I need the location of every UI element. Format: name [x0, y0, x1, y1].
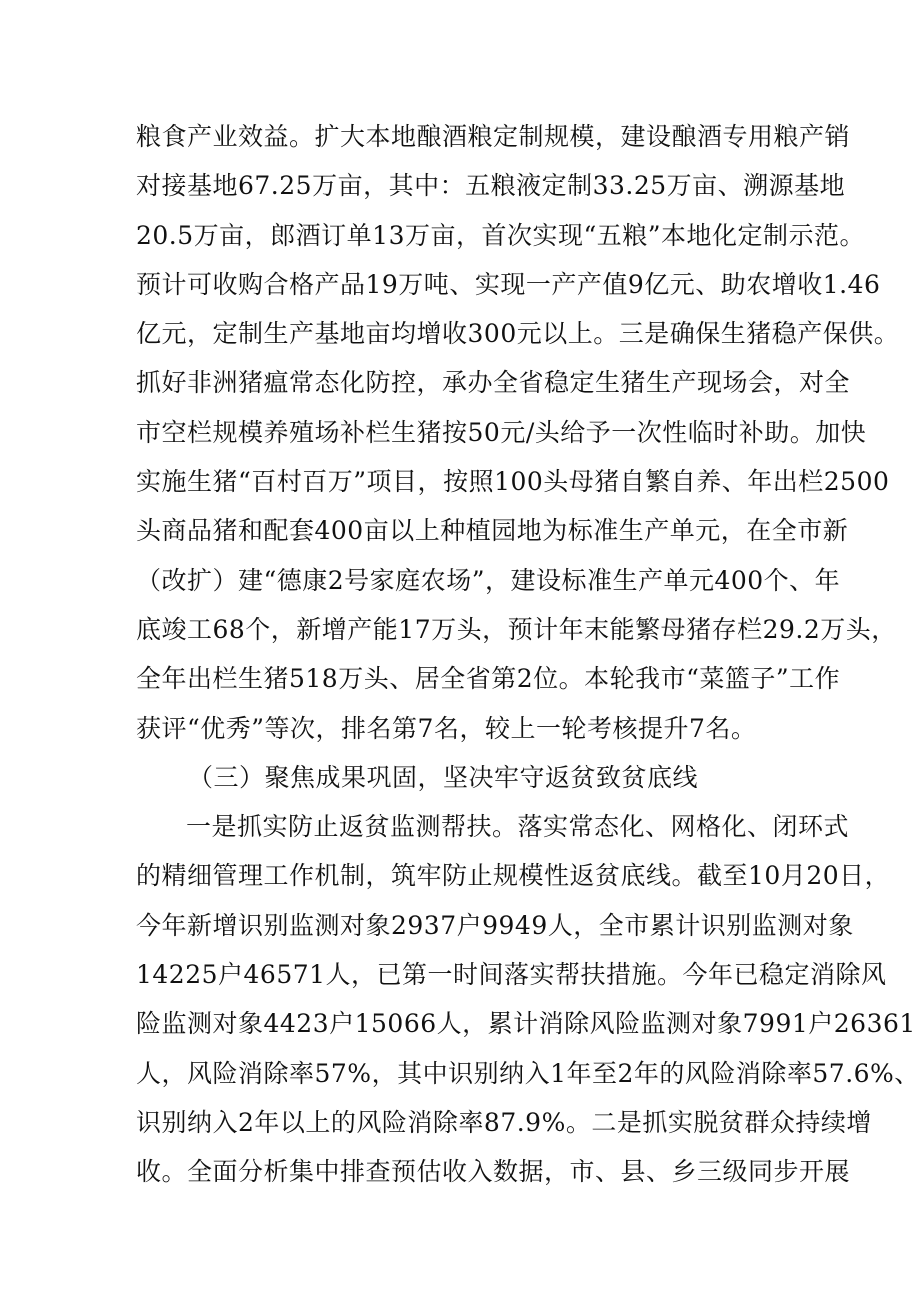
- text-line: 底竣工68个，新增产能17万头，预计年末能繁母猪存栏29.2万头，: [136, 614, 897, 644]
- text-line: 20.5万亩，郎酒订单13万亩，首次实现“五粮”本地化定制示范。: [136, 220, 866, 250]
- text-line: 全年出栏生猪518万头、居全省第2位。本轮我市“菜篮子”工作: [136, 664, 841, 694]
- text-line-paragraph-end: 获评“优秀”等次，排名第7名，较上一轮考核提升7名。: [136, 713, 757, 743]
- text-line: 预计可收购合格产品19万吨、实现一产产值9亿元、助农增收1.46: [136, 269, 881, 299]
- text-line: （改扩）建“德康2号家庭农场”，建设标准生产单元400个、年: [136, 565, 841, 595]
- text-line: 收。全面分析集中排查预估收入数据，市、县、乡三级同步开展: [136, 1157, 851, 1187]
- text-line: 头商品猪和配套400亩以上种植园地为标准生产单元，在全市新: [136, 516, 849, 546]
- text-line: 识别纳入2年以上的风险消除率87.9%。二是抓实脱贫群众持续增: [136, 1107, 872, 1137]
- text-line: 14225户46571人，已第一时间落实帮扶措施。今年已稳定消除风: [136, 960, 887, 990]
- text-line: 抓好非洲猪瘟常态化防控，承办全省稳定生猪生产现场会，对全: [136, 368, 851, 398]
- text-line: 市空栏规模养殖场补栏生猪按50元/头给予一次性临时补助。加快: [136, 417, 867, 447]
- text-line-paragraph-start: 一是抓实防止返贫监测帮扶。落实常态化、网格化、闭环式: [186, 812, 850, 842]
- text-line: 实施生猪“百村百万”项目，按照100头母猪自繁自养、年出栏2500: [136, 467, 890, 497]
- document-body: [136, 112, 920, 1197]
- text-line: 今年新增识别监测对象2937户9949人，全市累计识别监测对象: [136, 910, 854, 940]
- text-line: 险监测对象4423户15066人，累计消除风险监测对象7991户26361: [136, 1009, 916, 1039]
- text-line: 亿元，定制生产基地亩均增收300元以上。三是确保生猪稳产保供。: [136, 319, 900, 349]
- text-line: 人，风险消除率57%，其中识别纳入1年至2年的风险消除率57.6%、: [136, 1058, 920, 1088]
- text-line: 的精细管理工作机制，筑牢防止规模性返贫底线。截至10月20日，: [136, 861, 891, 891]
- text-line: 粮食产业效益。扩大本地酿酒粮定制规模，建设酿酒专用粮产销: [136, 122, 851, 151]
- text-line: 对接基地67.25万亩，其中：五粮液定制33.25万亩、溯源基地: [136, 171, 846, 201]
- section-heading: （三）聚焦成果巩固，坚决牢守返贫致贫底线: [188, 762, 699, 792]
